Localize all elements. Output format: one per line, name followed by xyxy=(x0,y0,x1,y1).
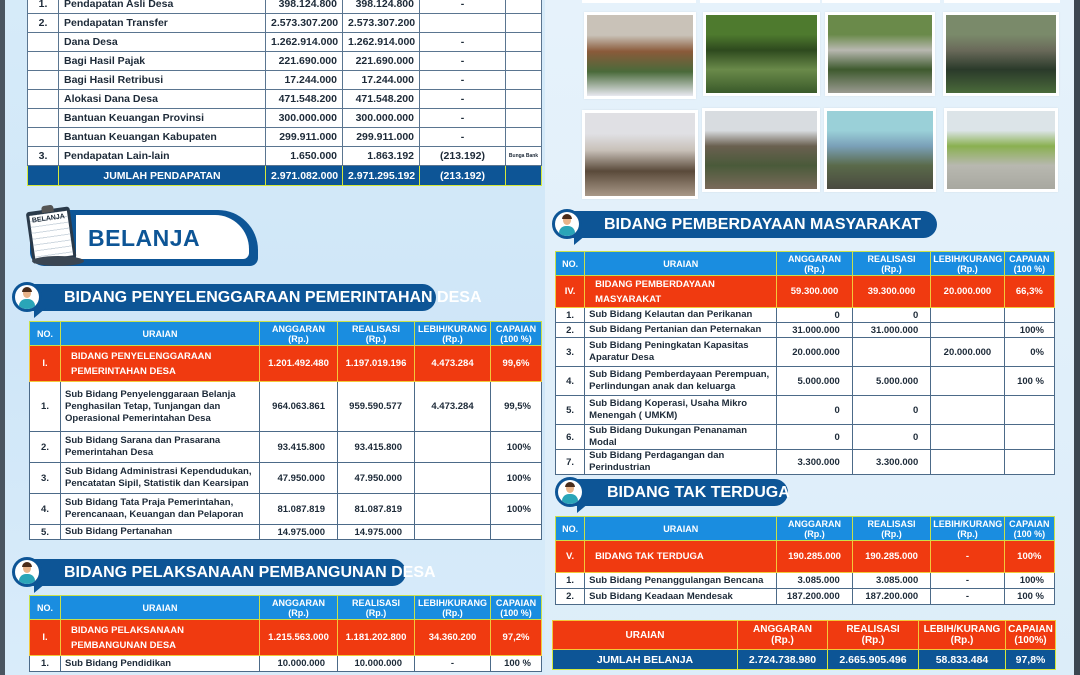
bidang-realisasi: 1.197.019.196 xyxy=(338,346,415,382)
header-uraian: URAIAN xyxy=(61,322,260,346)
row-anggaran: 14.975.000 xyxy=(260,525,338,540)
person-avatar-icon xyxy=(555,477,585,507)
header-no: NO. xyxy=(556,517,585,541)
header-no: NO. xyxy=(30,596,61,620)
row-realisasi: 299.911.000 xyxy=(343,128,420,147)
row-uraian: Sub Bidang Pendidikan xyxy=(61,656,260,672)
row-selisih xyxy=(415,463,491,494)
bidang-capaian: 97,2% xyxy=(491,620,542,656)
row-realisasi: 81.087.819 xyxy=(338,494,415,525)
photo-frame xyxy=(944,108,1058,192)
pendapatan-row xyxy=(28,128,542,147)
row-selisih: - xyxy=(420,128,506,147)
total-realisasi: 2.665.905.496 xyxy=(828,650,919,670)
row-realisasi: 0 xyxy=(852,308,930,323)
jumlah-belanja-row xyxy=(553,650,1056,670)
bidang-no: I. xyxy=(30,620,61,656)
sub-bidang-row xyxy=(556,450,1055,475)
row-uraian: Bantuan Keuangan Provinsi xyxy=(59,109,266,128)
header-capaian: CAPAIAN (100 %) xyxy=(491,322,542,346)
photo-frame-fragment xyxy=(582,0,696,3)
photo-road-workers xyxy=(705,111,817,189)
bidang-selisih: - xyxy=(931,541,1004,573)
sub-bidang-row xyxy=(30,463,542,494)
row-uraian: Sub Bidang Pertanian dan Peternakan xyxy=(585,323,777,338)
header-no: NO. xyxy=(30,322,61,346)
bidang-uraian: BIDANG PENYELENGGARAAN PEMERINTAHAN DESA xyxy=(61,346,260,382)
row-realisasi: 0 xyxy=(852,425,930,450)
row-selisih xyxy=(931,323,1004,338)
header-anggaran: ANGGARAN (Rp.) xyxy=(260,322,338,346)
row-realisasi: 47.950.000 xyxy=(338,463,415,494)
left-edge-border xyxy=(0,0,5,675)
row-anggaran: 81.087.819 xyxy=(260,494,338,525)
row-uraian: Pendapatan Lain-lain xyxy=(59,147,266,166)
row-no: 4. xyxy=(556,367,585,396)
row-uraian: Bagi Hasil Retribusi xyxy=(59,71,266,90)
row-uraian: Bagi Hasil Pajak xyxy=(59,52,266,71)
row-realisasi: 959.590.577 xyxy=(338,382,415,432)
sub-bidang-row xyxy=(556,367,1055,396)
row-capaian: 99,5% xyxy=(491,382,542,432)
pendapatan-row xyxy=(28,90,542,109)
header-realisasi: REALISASI (Rp.) xyxy=(852,517,930,541)
row-selisih xyxy=(931,367,1004,396)
row-capaian: 100% xyxy=(491,432,542,463)
total-label: JUMLAH PENDAPATAN xyxy=(59,166,266,186)
bidang-row xyxy=(556,541,1055,573)
row-selisih: - xyxy=(415,656,491,672)
bidang-selisih: 4.473.284 xyxy=(415,346,491,382)
row-realisasi: 5.000.000 xyxy=(852,367,930,396)
row-uraian: Pendapatan Transfer xyxy=(59,14,266,33)
header-capaian: CAPAIAN (100%) xyxy=(1006,621,1056,650)
photo-frame-fragment xyxy=(944,0,1060,3)
bidang-realisasi: 39.300.000 xyxy=(852,276,930,308)
header-realisasi: REALISASI (Rp.) xyxy=(852,252,930,276)
row-no xyxy=(28,109,59,128)
bidang-row xyxy=(30,620,542,656)
row-selisih: - xyxy=(931,573,1004,589)
row-selisih: - xyxy=(420,71,506,90)
header-uraian: URAIAN xyxy=(61,596,260,620)
person-avatar-icon xyxy=(12,282,42,312)
bidang-capaian: 66,3% xyxy=(1004,276,1054,308)
sub-bidang-row xyxy=(556,308,1055,323)
row-realisasi: 3.085.000 xyxy=(852,573,930,589)
sub-bidang-row xyxy=(30,656,542,672)
row-no: 2. xyxy=(556,323,585,338)
row-realisasi: 2.573.307.200 xyxy=(343,14,420,33)
total-selisih: 58.833.484 xyxy=(919,650,1006,670)
row-no xyxy=(28,52,59,71)
sub-bidang-row xyxy=(556,589,1055,605)
total-no xyxy=(28,166,59,186)
row-selisih: - xyxy=(420,52,506,71)
row-selisih: 4.473.284 xyxy=(415,382,491,432)
row-uraian: Bantuan Keuangan Kabupaten xyxy=(59,128,266,147)
row-uraian: Sub Bidang Administrasi Kependudukan, Pencatatan Sipil, Statistik dan Kearsipan xyxy=(61,463,260,494)
banner-title: BIDANG PEMBERDAYAAN MASYARAKAT xyxy=(566,211,937,238)
row-no: 1. xyxy=(30,656,61,672)
bidang-uraian: BIDANG PELAKSANAAN PEMBANGUNAN DESA xyxy=(61,620,260,656)
sub-bidang-row xyxy=(30,494,542,525)
bidang-capaian: 100% xyxy=(1004,541,1054,573)
header-anggaran: ANGGARAN (Rp.) xyxy=(260,596,338,620)
header-selisih: LEBIH/KURANG (Rp.) xyxy=(415,322,491,346)
banner-title: BIDANG TAK TERDUGA xyxy=(569,479,788,506)
row-anggaran: 0 xyxy=(777,396,852,425)
table-tak-terduga xyxy=(555,516,1055,605)
row-no xyxy=(28,90,59,109)
banner-title: BIDANG PENYELENGGARAAN PEMERINTAHAN DESA xyxy=(26,284,436,311)
row-no: 2. xyxy=(30,432,61,463)
row-anggaran: 299.911.000 xyxy=(266,128,343,147)
row-capaian: 0% xyxy=(1004,338,1054,367)
header-anggaran: ANGGARAN (Rp.) xyxy=(777,517,852,541)
photo-frame xyxy=(943,12,1059,96)
row-no xyxy=(28,71,59,90)
row-no: 5. xyxy=(30,525,61,540)
row-no: 4. xyxy=(30,494,61,525)
row-realisasi xyxy=(852,338,930,367)
row-realisasi: 1.262.914.000 xyxy=(343,33,420,52)
photo-frame-fragment xyxy=(822,0,940,3)
bidang-realisasi: 1.181.202.800 xyxy=(338,620,415,656)
bidang-no: I. xyxy=(30,346,61,382)
row-uraian: Sub Bidang Penanggulangan Bencana xyxy=(585,573,777,589)
row-keterangan xyxy=(506,52,542,71)
row-keterangan xyxy=(506,71,542,90)
sub-bidang-row xyxy=(556,323,1055,338)
header-uraian: URAIAN xyxy=(585,252,777,276)
row-uraian: Sub Bidang Tata Praja Pemerintahan, Perencanaan, Keuangan dan Pelaporan xyxy=(61,494,260,525)
row-anggaran: 0 xyxy=(777,308,852,323)
pendapatan-row xyxy=(28,147,542,166)
row-capaian: 100% xyxy=(491,494,542,525)
table-pemerintahan xyxy=(29,321,542,540)
banner-tail xyxy=(34,308,46,318)
photo-frame xyxy=(703,12,820,96)
banner-tail xyxy=(574,235,586,245)
jumlah-belanja-table xyxy=(552,620,1056,670)
row-uraian: Sub Bidang Sarana dan Prasarana Pemerintahan Desa xyxy=(61,432,260,463)
bidang-anggaran: 1.215.563.000 xyxy=(260,620,338,656)
row-anggaran: 300.000.000 xyxy=(266,109,343,128)
banner-title: BIDANG PELAKSANAAN PEMBANGUNAN DESA xyxy=(26,559,406,586)
row-no: 3. xyxy=(28,147,59,166)
row-no: 2. xyxy=(28,14,59,33)
row-anggaran: 1.262.914.000 xyxy=(266,33,343,52)
table-header-row xyxy=(556,517,1055,541)
banner-tail xyxy=(34,583,46,593)
photo-frame xyxy=(582,110,698,199)
row-selisih: - xyxy=(931,589,1004,605)
row-selisih xyxy=(931,425,1004,450)
row-anggaran: 3.300.000 xyxy=(777,450,852,475)
photo-frame xyxy=(824,108,936,192)
row-anggaran: 3.085.000 xyxy=(777,573,852,589)
table-header-row xyxy=(30,596,542,620)
photo-toilet-building xyxy=(827,111,933,189)
row-selisih xyxy=(931,396,1004,425)
row-realisasi: 398.124.800 xyxy=(343,0,420,14)
row-uraian: Sub Bidang Koperasi, Usaha Mikro Menengah ( UMKM) xyxy=(585,396,777,425)
row-realisasi: 31.000.000 xyxy=(852,323,930,338)
row-capaian xyxy=(1004,396,1054,425)
row-realisasi: 3.300.000 xyxy=(852,450,930,475)
row-realisasi: 471.548.200 xyxy=(343,90,420,109)
photo-ditch-cleaning xyxy=(706,15,817,93)
table-header-row xyxy=(556,252,1055,276)
photo-frame xyxy=(825,12,935,96)
belanja-title: BELANJA xyxy=(88,225,201,251)
row-keterangan xyxy=(506,14,542,33)
clipboard-stand xyxy=(32,256,84,266)
bidang-no: IV. xyxy=(556,276,585,308)
row-uraian: Sub Bidang Kelautan dan Perikanan xyxy=(585,308,777,323)
total-selisih: (213.192) xyxy=(420,166,506,186)
header-anggaran: ANGGARAN (Rp.) xyxy=(738,621,828,650)
bidang-no: V. xyxy=(556,541,585,573)
total-realisasi: 2.971.295.192 xyxy=(343,166,420,186)
row-keterangan xyxy=(506,128,542,147)
total-anggaran: 2.971.082.000 xyxy=(266,166,343,186)
table-header-row xyxy=(30,322,542,346)
photo-banner-ceremony xyxy=(587,15,693,96)
photo-road-concrete xyxy=(828,15,932,93)
row-selisih: 20.000.000 xyxy=(931,338,1004,367)
row-selisih xyxy=(415,525,491,540)
row-no: 1. xyxy=(30,382,61,432)
photo-bridge-work xyxy=(946,15,1056,93)
row-anggaran: 187.200.000 xyxy=(777,589,852,605)
row-uraian: Sub Bidang Keadaan Mendesak xyxy=(585,589,777,605)
bidang-selisih: 20.000.000 xyxy=(931,276,1004,308)
row-selisih: (213.192) xyxy=(420,147,506,166)
row-keterangan xyxy=(506,90,542,109)
bidang-capaian: 99,6% xyxy=(491,346,542,382)
bidang-row xyxy=(30,346,542,382)
row-selisih xyxy=(420,14,506,33)
row-keterangan xyxy=(506,0,542,14)
row-realisasi: 1.863.192 xyxy=(343,147,420,166)
bidang-anggaran: 59.300.000 xyxy=(777,276,852,308)
sub-bidang-row xyxy=(30,432,542,463)
pendapatan-row xyxy=(28,14,542,33)
row-uraian: Sub Bidang Perdagangan dan Perindustrian xyxy=(585,450,777,475)
row-no: 3. xyxy=(556,338,585,367)
row-no: 2. xyxy=(556,589,585,605)
row-selisih: - xyxy=(420,109,506,128)
total-capaian: 97,8% xyxy=(1006,650,1056,670)
header-uraian: URAIAN xyxy=(585,517,777,541)
sub-bidang-row xyxy=(556,573,1055,589)
photo-frame xyxy=(584,12,696,99)
row-no: 6. xyxy=(556,425,585,450)
pendapatan-row xyxy=(28,52,542,71)
row-realisasi: 187.200.000 xyxy=(852,589,930,605)
pendapatan-table xyxy=(27,0,542,186)
row-no: 1. xyxy=(28,0,59,14)
pendapatan-row xyxy=(28,71,542,90)
header-capaian: CAPAIAN (100 %) xyxy=(1004,252,1054,276)
table-pemberdayaan xyxy=(555,251,1055,475)
row-no xyxy=(28,128,59,147)
pendapatan-row xyxy=(28,33,542,52)
row-anggaran: 2.573.307.200 xyxy=(266,14,343,33)
row-selisih xyxy=(931,450,1004,475)
row-anggaran: 10.000.000 xyxy=(260,656,338,672)
row-anggaran: 221.690.000 xyxy=(266,52,343,71)
sub-bidang-row xyxy=(556,396,1055,425)
row-selisih xyxy=(931,308,1004,323)
row-no xyxy=(28,33,59,52)
right-edge-border xyxy=(1074,0,1080,675)
row-selisih: - xyxy=(420,0,506,14)
row-anggaran: 398.124.800 xyxy=(266,0,343,14)
row-capaian: 100% xyxy=(1004,573,1054,589)
row-uraian: Sub Bidang Penyelenggaraan Belanja Penghasilan Tetap, Tunjangan dan Operasional Pemerintahan Desa xyxy=(61,382,260,432)
photo-frame xyxy=(702,108,820,192)
header-realisasi: REALISASI (Rp.) xyxy=(338,596,415,620)
total-keterangan xyxy=(506,166,542,186)
total-anggaran: 2.724.738.980 xyxy=(738,650,828,670)
row-capaian: 100% xyxy=(491,463,542,494)
row-anggaran: 964.063.861 xyxy=(260,382,338,432)
header-selisih: LEBIH/KURANG (Rp.) xyxy=(931,252,1004,276)
row-realisasi: 221.690.000 xyxy=(343,52,420,71)
pendapatan-row xyxy=(28,0,542,14)
row-uraian: Pendapatan Asli Desa xyxy=(59,0,266,14)
row-realisasi: 300.000.000 xyxy=(343,109,420,128)
row-anggaran: 93.415.800 xyxy=(260,432,338,463)
row-realisasi: 10.000.000 xyxy=(338,656,415,672)
person-avatar-icon xyxy=(552,209,582,239)
row-capaian xyxy=(1004,308,1054,323)
bidang-realisasi: 190.285.000 xyxy=(852,541,930,573)
row-keterangan: Bunga Bank xyxy=(506,147,542,166)
row-no: 1. xyxy=(556,308,585,323)
row-anggaran: 47.950.000 xyxy=(260,463,338,494)
row-uraian: Sub Bidang Pemberdayaan Perempuan, Perlindungan anak dan keluarga xyxy=(585,367,777,396)
header-no: NO. xyxy=(556,252,585,276)
row-capaian: 100 % xyxy=(1004,367,1054,396)
row-capaian xyxy=(1004,450,1054,475)
photo-rice-field-road xyxy=(947,111,1055,189)
row-anggaran: 20.000.000 xyxy=(777,338,852,367)
header-capaian: CAPAIAN (100 %) xyxy=(491,596,542,620)
row-anggaran: 0 xyxy=(777,425,852,450)
row-no: 3. xyxy=(30,463,61,494)
header-selisih: LEBIH/KURANG (Rp.) xyxy=(415,596,491,620)
header-anggaran: ANGGARAN (Rp.) xyxy=(777,252,852,276)
bidang-anggaran: 190.285.000 xyxy=(777,541,852,573)
row-uraian: Alokasi Dana Desa xyxy=(59,90,266,109)
row-anggaran: 17.244.000 xyxy=(266,71,343,90)
row-anggaran: 31.000.000 xyxy=(777,323,852,338)
header-capaian: CAPAIAN (100 %) xyxy=(1004,517,1054,541)
row-keterangan xyxy=(506,33,542,52)
row-capaian: 100 % xyxy=(491,656,542,672)
person-avatar-icon xyxy=(12,557,42,587)
row-uraian: Dana Desa xyxy=(59,33,266,52)
photo-building-construction xyxy=(585,113,695,196)
row-uraian: Sub Bidang Peningkatan Kapasitas Aparatur Desa xyxy=(585,338,777,367)
header-selisih: LEBIH/KURANG (Rp.) xyxy=(919,621,1006,650)
header-selisih: LEBIH/KURANG (Rp.) xyxy=(931,517,1004,541)
row-uraian: Sub Bidang Pertanahan xyxy=(61,525,260,540)
row-no: 7. xyxy=(556,450,585,475)
row-selisih: - xyxy=(420,33,506,52)
row-no: 1. xyxy=(556,573,585,589)
total-label: JUMLAH BELANJA xyxy=(553,650,738,670)
row-capaian xyxy=(1004,425,1054,450)
jumlah-pendapatan-row xyxy=(28,166,542,186)
row-anggaran: 471.548.200 xyxy=(266,90,343,109)
row-selisih: - xyxy=(420,90,506,109)
row-keterangan xyxy=(506,109,542,128)
bidang-uraian: BIDANG TAK TERDUGA xyxy=(585,541,777,573)
clipboard-icon: BELANJA xyxy=(23,202,81,266)
row-anggaran: 1.650.000 xyxy=(266,147,343,166)
row-selisih xyxy=(415,494,491,525)
row-anggaran: 5.000.000 xyxy=(777,367,852,396)
bidang-anggaran: 1.201.492.480 xyxy=(260,346,338,382)
row-uraian: Sub Bidang Dukungan Penanaman Modal xyxy=(585,425,777,450)
row-capaian xyxy=(491,525,542,540)
table-pembangunan xyxy=(29,595,542,672)
pendapatan-row xyxy=(28,109,542,128)
header-uraian: URAIAN xyxy=(553,621,738,650)
photo-frame-fragment xyxy=(700,0,820,3)
row-realisasi: 93.415.800 xyxy=(338,432,415,463)
sub-bidang-row xyxy=(556,425,1055,450)
row-realisasi: 17.244.000 xyxy=(343,71,420,90)
row-no: 5. xyxy=(556,396,585,425)
bidang-selisih: 34.360.200 xyxy=(415,620,491,656)
row-capaian: 100 % xyxy=(1004,589,1054,605)
sub-bidang-row xyxy=(30,525,542,540)
sub-bidang-row xyxy=(30,382,542,432)
row-capaian: 100% xyxy=(1004,323,1054,338)
row-realisasi: 14.975.000 xyxy=(338,525,415,540)
header-realisasi: REALISASI (Rp.) xyxy=(338,322,415,346)
banner-tail xyxy=(577,503,589,513)
row-selisih xyxy=(415,432,491,463)
bidang-uraian: BIDANG PEMBERDAYAAN MASYARAKAT xyxy=(585,276,777,308)
header-realisasi: REALISASI (Rp.) xyxy=(828,621,919,650)
bidang-row xyxy=(556,276,1055,308)
row-realisasi: 0 xyxy=(852,396,930,425)
sub-bidang-row xyxy=(556,338,1055,367)
